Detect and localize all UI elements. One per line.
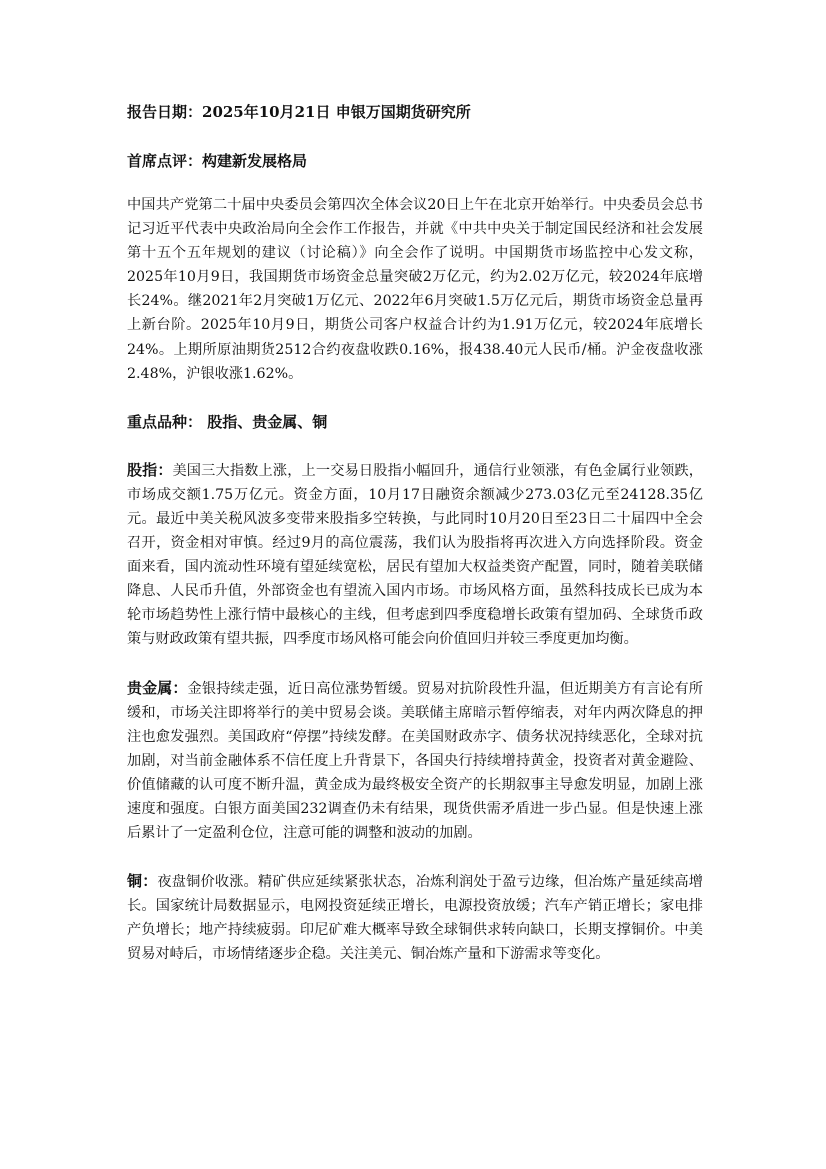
copper-label: 铜 (127, 872, 143, 891)
stock-index-label: 股指 (127, 460, 158, 479)
copper-colon: ： (142, 872, 158, 891)
precious-metals-label: 贵金属 (127, 678, 173, 697)
report-page (127, 96, 703, 967)
report-date-line: 报告日期：2025年10月21日 申银万国期货研究所 (127, 103, 471, 121)
precious-metals-section (127, 676, 703, 846)
stock-index-section (127, 458, 703, 652)
chief-comment-title: 首席点评：构建新发展格局 (127, 152, 308, 170)
copper-body: 夜盘铜价收涨。精矿供应延续紧张状态，冶炼利润处于盈亏边缘，但冶炼产量延续高增长。国家统计局数据显示，电网投资延续正增长，电源投资放缓；汽车产销正增长；家电排产负增长；地产持续疲弱。印尼矿难大概率导致全球铜供求转向缺口，长期支撑铜价。中美贸易对峙后，市场情绪逐步企稳。关注美元、铜冶炼产量和下游需求等变化。 (127, 874, 703, 963)
chief-comment-body: 中国共产党第二十届中央委员会第四次全体会议20日上午在北京开始举行。中央委员会总书记习近平代表中央政治局向全会作工作报告，并就《中共中央关于制定国民经济和社会发展第十五个五年规划的建议（讨论稿）》向全会作了说明。中国期货市场监控中心发文称，2025年10月9日，我国期货市场资金总量突破2万亿元，约为2.02万亿元，较2024年底增长24%。继2021年2月突破1万亿元、2022年6月突破1.5万亿元后，期货市场资金总量再上新台阶。2025年10月9日，期货公司客户权益合计约为1.91万亿元，较2024年底增长24%。上期所原油期货2512合约夜盘收跌0.16%，报438.40元人民币/桶。沪金夜盘收涨2.48%，沪银收涨1.62%。 (127, 197, 703, 382)
stock-index-body: 美国三大指数上涨，上一交易日股指小幅回升，通信行业领涨，有色金属行业领跌，市场成交额1.75万亿元。资金方面，10月17日融资余额减少273.03亿元至24128.35亿元。最近中美关税风波多变带来股指多空转换，与此同时10月20日至23日二十届四中全会召开，资金相对审慎。经过9月的高位震荡，我们认为股指将再次进入方向选择阶段。资金面来看，国内流动性环境有望延续宽松，居民有望加大权益类资产配置，同时，随着美联储降息、人民币升值，外部资金也有望流入国内市场。市场风格方面，虽然科技成长已成为本轮市场趋势性上涨行情中最核心的主线，但考虑到四季度稳增长政策有望加码、全球货币政策与财政政策有望共振，四季度市场风格可能会向价值回归并较三季度更加均衡。 (127, 462, 703, 648)
key-varieties-title: 重点品种： 股指、贵金属、铜 (127, 412, 328, 431)
precious-metals-colon: ： (172, 678, 188, 697)
copper-section (127, 869, 703, 966)
stock-index-colon: ： (157, 460, 173, 479)
precious-metals-body: 金银持续走强，近日高位涨势暂缓。贸易对抗阶段性升温，但近期美方有言论有所缓和，市场关注即将举行的美中贸易会谈。美联储主席暗示暂停缩表，对年内两次降息的押注也愈发强烈。美国政府“停摆”持续发酵。在美国财政赤字、债务状况持续恶化，全球对抗加剧，对当前金融体系不信任度上升背景下，各国央行持续增持黄金，投资者对黄金避险、价值储藏的认可度不断升温，黄金成为最终极安全资产的长期叙事主导愈发明显，加剧上涨速度和强度。白银方面美国232调查仍未有结果，现货供需矛盾进一步凸显。但是快速上涨后累计了一定盈利仓位，注意可能的调整和波动的加剧。 (127, 680, 703, 842)
